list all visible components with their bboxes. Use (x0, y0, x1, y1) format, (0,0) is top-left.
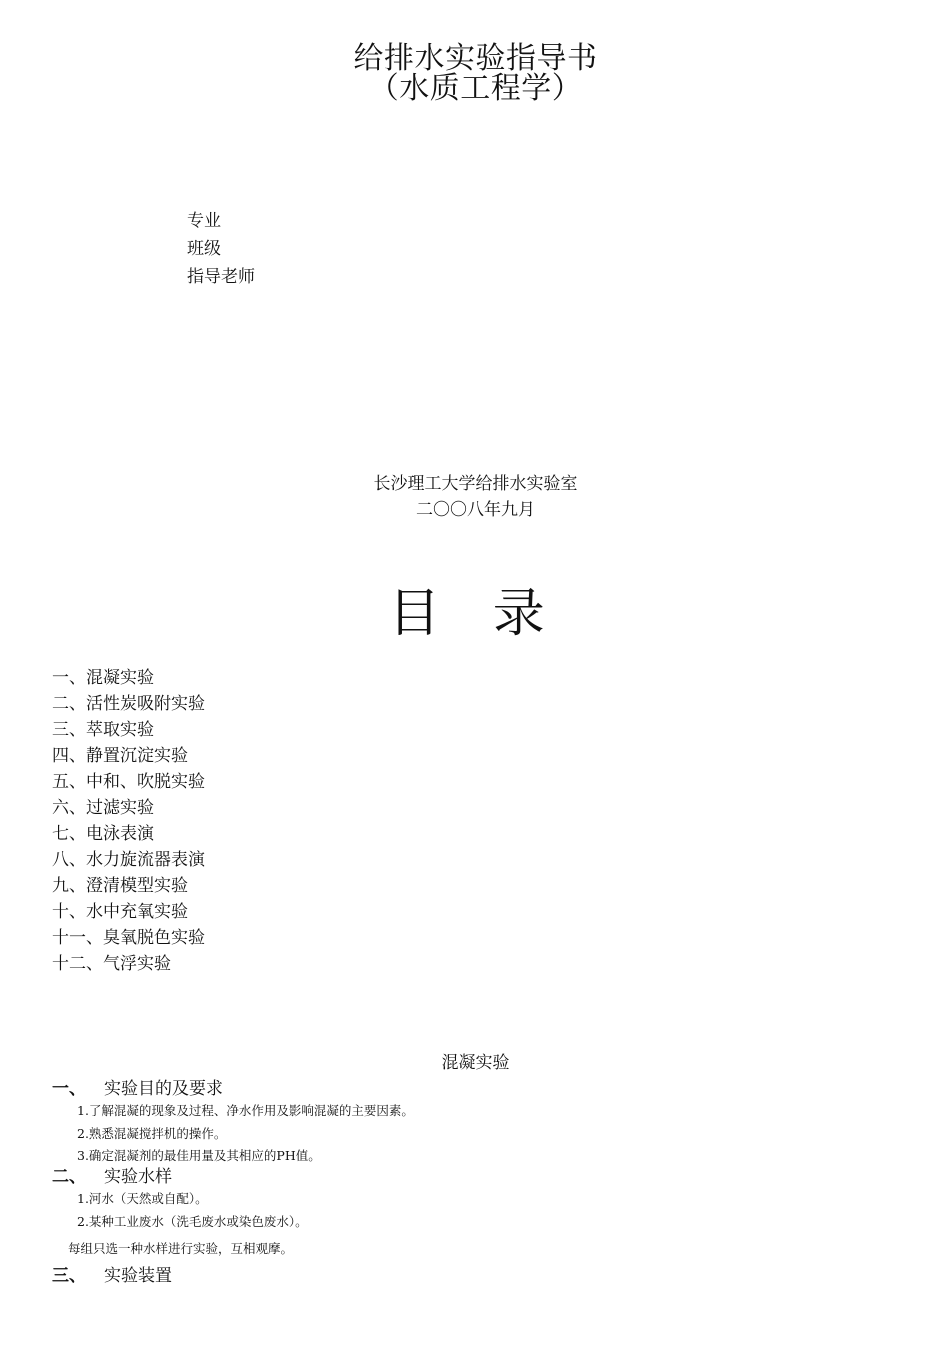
section-heading-text: 实验水样 (104, 1167, 172, 1187)
toc-list (52, 665, 205, 977)
cover-title (0, 41, 951, 106)
toc-item: 二、活性炭吸附实验 (52, 694, 205, 714)
section-heading-apparatus (52, 1265, 172, 1287)
section-heading-text: 实验目的及要求 (104, 1079, 223, 1099)
sample-line: 2.某种工业废水（洗毛废水或染色废水）。 (77, 1214, 308, 1229)
section-number: 一、 (52, 1079, 86, 1099)
toc-title: 目 录 (388, 584, 563, 644)
cover-footer (0, 471, 951, 523)
section-heading-samples (52, 1166, 172, 1188)
toc-item: 十一、臭氧脱色实验 (52, 928, 205, 948)
cover-date: 二〇〇八年九月 (416, 500, 535, 520)
toc-item: 六、过滤实验 (52, 798, 154, 818)
cover-title-sub: （水质工程学） (368, 71, 583, 106)
section-heading-objectives (52, 1078, 223, 1100)
sample-note: 每组只选一种水样进行实验，互相观摩。 (68, 1241, 294, 1256)
cover-title-main: 给排水实验指导书 (353, 41, 598, 76)
toc-item: 四、静置沉淀实验 (52, 746, 188, 766)
objective-line: 3.确定混凝剂的最佳用量及其相应的PH值。 (77, 1148, 321, 1163)
section-heading-text: 实验装置 (104, 1266, 172, 1286)
field-major-label: 专业 (187, 211, 221, 231)
toc-item: 一、混凝实验 (52, 668, 154, 688)
cover-org: 长沙理工大学给排水实验室 (373, 474, 578, 494)
toc-item: 九、澄清模型实验 (52, 876, 188, 896)
section-number: 三、 (52, 1266, 86, 1286)
toc-item: 八、水力旋流器表演 (52, 850, 205, 870)
toc-item: 十、水中充氧实验 (52, 902, 188, 922)
field-class-label: 班级 (187, 239, 221, 259)
sample-line: 1.河水（天然或自配）。 (77, 1191, 208, 1206)
cover-fields (187, 207, 255, 291)
objective-line: 2.熟悉混凝搅拌机的操作。 (77, 1126, 227, 1141)
toc-item: 七、电泳表演 (52, 824, 154, 844)
toc-item: 十二、气浮实验 (52, 954, 171, 974)
toc-item: 五、中和、吹脱实验 (52, 772, 205, 792)
section-title: 混凝实验 (441, 1053, 510, 1073)
toc-item: 三、萃取实验 (52, 720, 154, 740)
objective-line: 1.了解混凝的现象及过程、净水作用及影响混凝的主要因素。 (77, 1103, 414, 1118)
section-number: 二、 (52, 1167, 86, 1187)
field-instructor-label: 指导老师 (187, 267, 255, 287)
